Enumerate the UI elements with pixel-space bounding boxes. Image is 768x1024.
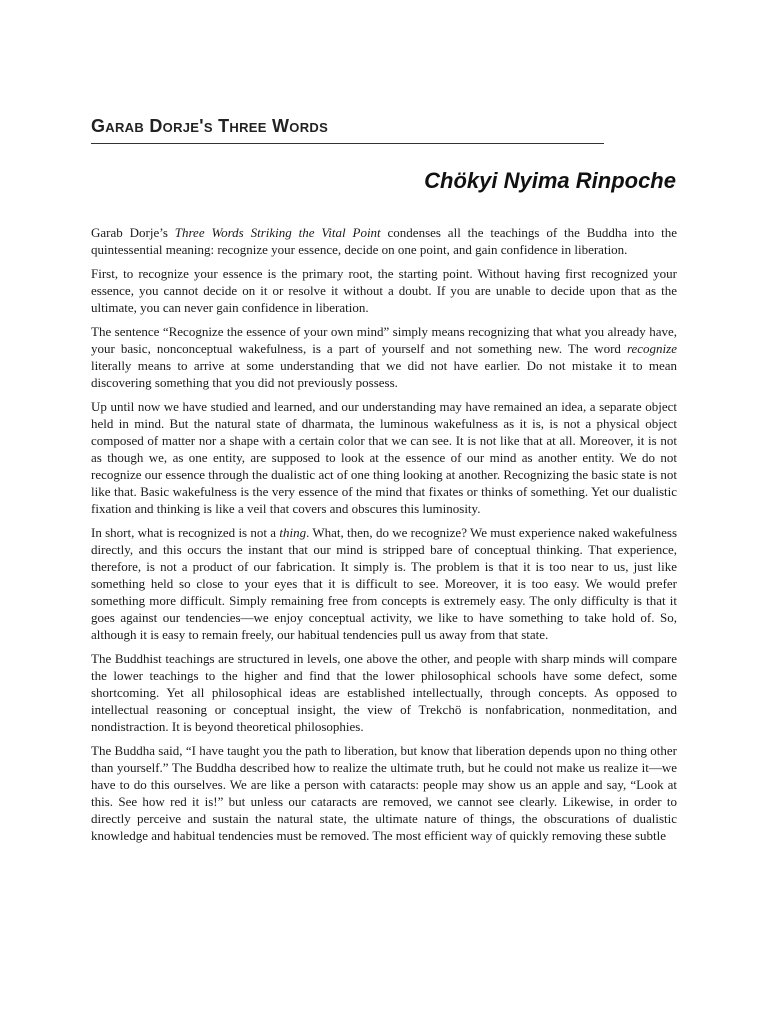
paragraph: The Buddha said, “I have taught you the path to liberation, but know that liberation depends upon no thing other than yourself.” The Buddha described how to realize the ultimate truth, but he could not make us realize it—we have to do this ourselves. We are like a person with cataracts: people may show us an apple and say, “Look at this. See how red it is!” but unless our cataracts are removed, we cannot see clearly. Likewise, in order to directly perceive and sustain the natural state, the ultimate nature of things, the obscurations of dualistic knowledge and habitual tendencies must be removed. The most efficient way of quickly removing these subtle [91, 743, 677, 843]
paragraph: In short, what is recognized is not a thing. What, then, do we recognize? We must experience naked wakefulness directly, and this occurs the instant that our mind is stripped bare of conceptual thinking. That experience, therefore, is not a product of our fabrication. It simply is. The problem is that it is too near to us, just like something held so close to your eyes that it is difficult to see. Moreover, it is too easy. We would prefer something more difficult. Simply remaining free from concepts is extremely easy. The only difficulty is that it goes against our tendencies—we enjoy conceptual activity, we like to have something to take hold of. So, although it is easy to remain freely, our habitual tendencies pull us away from that state. [91, 525, 678, 642]
paragraph: Up until now we have studied and learned, and our understanding may have remained an idea, a separate object held in mind. But the natural state of dharmata, the luminous wakefulness as it is, is not a physical object composed of matter nor a shape with a certain color that we can see. It is not like that at all. Moreover, it is not as though we, as one entity, are supposed to look at the essence of our mind as another entity. We do not recognize our essence through the dualistic act of one thing looking at another. Recognizing the basic state is not like that. Basic wakefulness is the very essence of the mind that fixates or thinks of something. Yet our dualistic fixation and thinking is like a veil that covers and obscures this luminosity. [91, 399, 677, 516]
paragraph: The sentence “Recognize the essence of your own mind” simply means recognizing that what you already have, your basic, nonconceptual wakefulness, is a part of yourself and not something new. The word recognize literally means to arrive at some understanding that we did not have earlier. Do not mistake it to mean discovering something that you did not previously possess. [91, 324, 677, 390]
author-name: Chökyi Nyima Rinpoche [424, 168, 676, 193]
body-text [91, 224, 677, 851]
paragraph: The Buddhist teachings are structured in levels, one above the other, and people with sharp minds will compare the lower teachings to the higher and find that the lower philosophical schools have some defect, some shortcoming. Yet all philosophical ideas are established intellectually, through concepts. As opposed to intellectual reasoning or conceptual insight, the view of Trekchö is nonfabrication, nonmeditation, and nondistraction. It is beyond theoretical philosophies. [91, 651, 677, 734]
chapter-title: Garab Dorje's Three Words [91, 116, 329, 136]
title-divider [91, 143, 604, 144]
paragraph: First, to recognize your essence is the primary root, the starting point. Without having first recognized your essence, you cannot decide on it or resolve it without a doubt. If you are unable to decide upon that as the ultimate, you can never gain confidence in liberation. [91, 266, 677, 315]
paragraph: Garab Dorje’s Three Words Striking the Vital Point condenses all the teachings of the Buddha into the quintessential meaning: recognize your essence, decide on one point, and gain confidence in liberation. [91, 225, 678, 257]
